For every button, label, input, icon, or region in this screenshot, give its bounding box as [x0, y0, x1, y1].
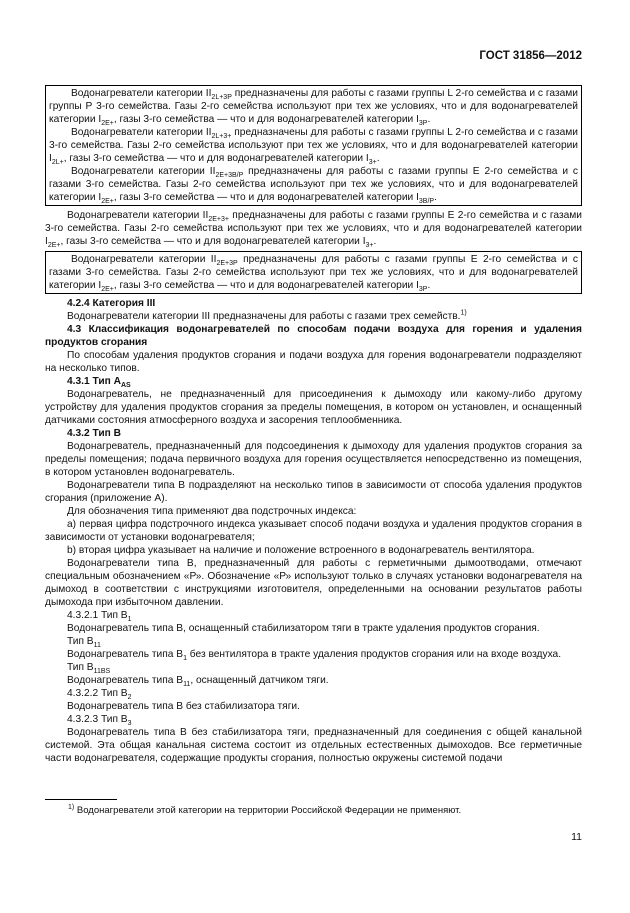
paragraph-type-b11: Водонагреватель типа $В_1$ без вентилятора в тракте удаления продуктов сгорания или на входе воздуха. [67, 649, 562, 663]
paragraph-category-2l3: Водонагреватели категории $II_{2L+3+}$ предназначены для работы с газами группы L 2-го семейства и с газами 3-го семейства. Газы 2-го семейства используют при тех же условиях, что и для водонагревателей категории $I_{2L+}$, газы 3-го семейства — что и для водонагревателей категории $I_{3+}$. [49, 127, 578, 167]
boxed-amendment-1 [45, 85, 582, 206]
list-item-a: а) первая цифра подстрочного индекса указывает способ подачи воздуха и удаления продуктов сгорания в зависимости от установки водонагревателя; [45, 519, 582, 543]
paragraph-category-2e3p: Водонагреватели категории $II_{2E+3P}$ предназначены для работы с газами группы Е 2-го семейства и с газами 3-го семейства. Газы 2-го семейства используют при тех же условиях, что и для водонагревателей категории $I_{2E+}$, газы 3-го семейства — что и для водонагревателей категории $I_{3P}$. [49, 254, 578, 294]
boxed-amendment-2 [45, 251, 582, 294]
list-item-b: b) вторая цифра указывает на наличие и положение встроенного в водонагреватель вентилятора. [67, 545, 535, 556]
subheading-type-b11: Тип $В_{11}$ [67, 636, 101, 650]
paragraph-type-a: Водонагреватель, не предназначенный для присоединения к дымоходу или какому-либо другому устройству для удаления продуктов сгорания за пределы помещения, в котором он установлен, и оснащенный датчиками состояния атмосферного воздуха и засорения теплообменника. [45, 389, 582, 426]
paragraph-category-3: Водонагреватели категории III предназначены для работы с газами трех семейств.$^{1)}$ [67, 309, 467, 322]
section-heading-4-3-2-2: 4.3.2.2 Тип $В_2$ [67, 688, 132, 702]
section-heading-4-2-4: 4.2.4 Категория III [67, 298, 156, 309]
paragraph-category-2e3: Водонагреватели категории $II_{2E+3+}$ предназначены для работы с газами группы Е 2-го семейства и с газами 3-го семейства. Газы 2-го семейства используют при тех же условиях, что и для водонагревателей категории $I_{2E+}$, газы 3-го семейства — что и для водонагревателей категории $I_{3+}$. [45, 210, 582, 250]
section-heading-4-3: 4.3 Классификация водонагревателей по способам подачи воздуха для горения и удаления продуктов сгорания [45, 324, 582, 348]
paragraph-type-b3: Водонагреватель типа В без стабилизатора тяги, предназначенный для соединения с общей канальной системой. Эта общая канальная система состоит из отдельных естественных дымоходов. Все герметичные части водонагревателя, содержащие продукты сгорания, полностью окружены системой подачи [45, 727, 582, 764]
section-heading-4-3-2-3: 4.3.2.3 Тип $В_3$ [67, 714, 132, 728]
section-heading-4-3-2-1: 4.3.2.1 Тип $В_1$ [67, 610, 132, 624]
footnote-divider [45, 799, 117, 800]
paragraph-type-b1: Водонагреватель типа В, оснащенный стабилизатором тяги в тракте удаления продуктов сгорания. [67, 623, 540, 634]
page-number: 11 [571, 831, 582, 843]
section-heading-4-3-2: 4.3.2 Тип В [67, 428, 121, 439]
page-content [45, 82, 582, 765]
paragraph-category-2l3p: Водонагреватели категории $II_{2L+3P}$ предназначены для работы с газами группы L 2-го семейства и с газами группы Р 3-го семейства. Газы 2-го семейства используют при тех же условиях, что и для водонагревателей категории $I_{2E+}$, газы 3-го семейства — что и для водонагревателей категории $I_{3P}$. [49, 88, 578, 128]
section-heading-4-3-1: 4.3.1 Тип $А_{AS}$ [67, 376, 131, 390]
footnote-mark: 1) [68, 803, 75, 811]
paragraph-type-b11bs: Водонагреватель типа $В_{11}$, оснащенный датчиком тяги. [67, 675, 329, 689]
footnote: $^{1)}$ Водонагреватели этой категории на территории Российской Федерации не применяют. [68, 803, 462, 816]
paragraph-type-b-p: Водонагреватели типа В, предназначенный для работы с герметичными дымоотводами, отмечают специальным обозначением «Р». Обозначение «Р» используют только в случаях установки водонагревателя на дымоход в соответствии с инструкциями изготовителя, определенными на основании результатов работы дымохода при избыточном давлении. [45, 558, 582, 608]
paragraph-type-b-1: Водонагреватель, предназначенный для подсоединения к дымоходу для удаления продуктов сгорания за пределы помещения; подача первичного воздуха для горения осуществляется непосредственно из помещения, в котором установлен водонагреватель. [45, 441, 582, 478]
footnote-ref: 1) [460, 309, 467, 317]
subheading-type-b11bs: Тип $В_{11BS}$ [67, 662, 111, 676]
document-header: ГОСТ 31856—2012 [479, 50, 582, 62]
paragraph-category-2e3bp: Водонагреватели категории $II_{2E+3B/P}$ предназначены для работы с газами группы Е 2-го семейства и с газами 3-го семейства. Газы 2-го семейства используют при тех же условиях, что и для водонагревателей категории $I_{2E+}$, газы 3-го семейства — что и для водонагревателей категории $I_{3B/P}$. [49, 166, 578, 206]
paragraph-type-b2: Водонагреватель типа В без стабилизатора тяги. [67, 701, 300, 712]
paragraph-4-3-intro: По способам удаления продуктов сгорания и подачи воздуха для горения водонагреватели подразделяют на несколько типов. [45, 350, 582, 374]
paragraph-type-b-2: Водонагреватели типа В подразделяют на несколько типов в зависимости от способа удаления продуктов сгорания (приложение А). [45, 480, 582, 504]
paragraph-type-b-3: Для обозначения типа применяют два подстрочных индекса: [67, 506, 357, 517]
